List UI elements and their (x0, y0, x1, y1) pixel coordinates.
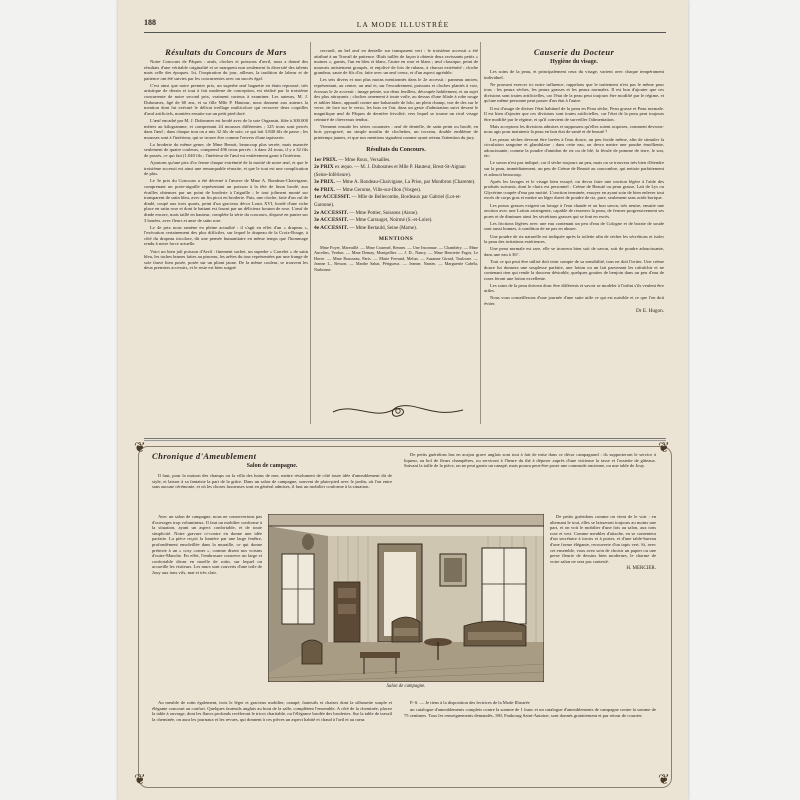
concours-paragraph: Viennent ensuite les séries courantes : œuf de dentelle, de satin peint ou brodé, en bois pyrogravé, un simple moulin de clochettes, un tocseau, double emblème de printemps jaunes, et que nos mentions signalent comme ayant retenu l'attention du jury. (314, 123, 478, 140)
chronique-title: Chronique d'Ameublement (152, 452, 257, 461)
concours-paragraph: cercueil, un bel œuf en dentelle sur transparent vert : le troisième accessit a été attribué à un Travail de patience. Œufs taillés de façon à obtenir deux ravissants petits « moines », garnis, l'un en bleu et blanc, l'autre en rose et blanc ; œuf classique, peint de mauvais artistement groupés, et enjolivé de fois de rubans, à chacun extrémité ; cloche grandeur, saute de fils d'or, faite avec un œuf creux, et d'un aspect agréable. (314, 48, 478, 76)
prize-list (314, 157, 478, 233)
mentions-text: Mme Foyer, Mareuillé. — Mme Courmel, Rennes. — Une Inconnue. — Chambéry. — Mme Ancelins, Verdun. — Mme Demay, Montpellier. — J. D., Nancy. — Mme Henriette Fagot, Le Havre. — Mme Rousseau, Paris. — Marie Ferrand, Melun. — Suzanne Girard, Toulouse. — Jeanne L., Besson. — Marthe Sabat, Périgueux. — Jeanne, Nantes. — Marguerite Cabéla, Narbonne. (314, 245, 478, 272)
concours-column (144, 48, 308, 418)
causerie-paragraph: Tout ce qui peut être utilisé doit tenir compte de sa sensibilité, tous ne doit l'irriter. Une crème douce lui donnera une souplesse parfaite, une lotion ou un lait parvenant les rafraîchir et ne contenant rien qui rende la douceur désirable, quelques gouttes de benjoin dans un peu d'eau de roses feront une lotion excellente. (484, 258, 664, 281)
chronique-signature: H. MERCIER. (626, 565, 656, 571)
chronique-paragraph: Avec un salon de campagne, nous ne conserverions pas d'ouvrages trop volumineux. Il faut un mobilier conforme à la situation, ayant un aspect confortable, et de toute simplicité. Notre gravure ci-contre en donne une idée parfaite. La pièce reçoit la lumière par une large fenêtre, profondément ensoleillée dans la muraille, ce qui donne prétexte à un « cosy corner », comme disent nos voisins d'outre-Manche. En effet, l'embrasure conserve un large et confortable divan en moelle de rotin, sur lequel on accueille les visiteurs. Les murs sont couverts d'une toile de Jouy aux tons vifs, mat et très clair. (152, 514, 262, 575)
chronique-paragraph: Il faut, pour la maison des champs ou la villa des bains de mer, mettre résolument de côté toute idée d'ameublement dit de style, et laisser à sa fantaisie la part de la grâce. Dans un salon de campagne, souvent de plain-pied avec le jardin, où l'on entre sans aucune cérémonie, et où les choses luxueuses sont en général admises, il faut un mobilier conforme à la situation. (152, 473, 392, 490)
magazine-page (118, 0, 688, 800)
chronique-paragraph: Au meuble de rotin également, trois le léger et gracieux mobilier, canapé, fauteuils et chaises dont la silhouette souple et élégante concourt au confort. Quelques fauteuils anglais au bout de la salle, complètent l'ensemble. A côté de la cheminée, placez la table à ouvrage, dont les flancs profonds recèleront le tricot charitable, ou l'élégance brodée des broderies. Sur la table de travail la cheminée, on aura les journaux et les revues, qui donnent à ces pièces un aspect habité et chaud à l'œil et au cœur. (152, 700, 392, 722)
concours-paragraph: C'est ainsi que notre premier prix, un superbe œuf baguette en étain repoussé, très artistique de dessin et tout à fait moderne de conception, est réalisé par la troisième concurrente de notre second prix, vraiment curieux à examiner. Les auteurs, M. J. Dubosmes, âgé de 60 ans, et sa fille Mlle P. Hautour, nous donnent aux auteurs la mention dont fut exécuté le délicat treillage multicolore qui recouvre deux coquilles d'œuf artificiels, montées ensuite sur un petit pied doré. (144, 82, 308, 116)
corner-ornament-icon: ❦ (134, 441, 146, 456)
concours-column-2 (314, 48, 478, 420)
prize-item (314, 179, 478, 187)
prize-item (314, 225, 478, 233)
corner-ornament-icon: ❦ (134, 773, 146, 788)
causerie-paragraph: Les soins de la peau, et principalement ceux du visage, varient avec chaque tempérament individuel. (484, 69, 664, 80)
causerie-paragraph: Le savon n'est pas indiqué, car il sèche toujours un peu, mais on se trouvera très bien d'étendre sur la peau, immédiatement, un peu de Crème de Beauté au concombre, qui nettoie parfaitement et adoucit beaucoup. (484, 160, 664, 177)
causerie-column (484, 48, 664, 420)
causerie-paragraph: Il est d'usage de diviser l'état habituel de la peau en Peau sèche, Peau grasse et Peau normale. Il est bien d'ajouter que ces divisions sont toutes artificielles, car l'état de la peau peut toujours être modifié par le régime, et qu'il convient de surveiller l'alimentation. (484, 105, 664, 122)
prize-winner: — Mme A. Rondeau-Chaivigane, La Prise, par Montbron (Charente). (336, 180, 476, 186)
corner-ornament-icon: ❦ (658, 773, 670, 788)
prize-rank: 2e PRIX (314, 164, 334, 171)
causerie-subtitle: Hygiène du visage. (550, 59, 598, 65)
prize-winner: — Mlle de Bellecombe, Bordeaux par Gabriel (Lot-et-Garonne). (314, 195, 461, 209)
header-rule (144, 32, 666, 33)
salon-illustration (268, 514, 544, 682)
concours-title: Résultats du Concours de Mars (165, 48, 287, 57)
prize-winner: — Mme Carrauget, Noirmé (S.-et-Loire). (349, 218, 433, 224)
concours-paragraph: Les sets divers et non plus moins mentionnés dans le 2e accessit : panneau ancien, représentant, au centre, un œuf et, sur l'encadrement, poissons et cloches plantés à voir, écossus le 2e accessit : image peinte, sur deux feuillets, découpée habilement, et au sujet des plus attrayants ; cloches ornement à toute voile, au dessus d'une filiale à robe rouge et tablier blanc, apparaît contre une balustrade de lolo, un plein champ, vue de des sur le verre, de face sur le verso, les bras en l'air, dans un geste d'admiration suivi devant le magnifique œuf de Pâques de dernière frivolité, vers lequel se tourne un rival visage ceinturé de chevreaux tendus. (314, 77, 478, 122)
causerie-paragraph: Après les lavages et le visage bien essuyé, on devra faire une onction légère à l'aide des produits suivants, dont le choix est personnel : Crème de Beauté ou peau grasse, Lait de Lys ou Glycérine coupée d'eau par moitié. L'onction terminée, essuyer en ayant soin de bien enlever tout excès de corps gras et mettre un léger duvet de poudre de riz, pure, seulement sans acide borique. (484, 178, 664, 201)
chronique-subtitle: Salon de campagne. (246, 463, 298, 469)
prize-rank: 2e ACCESSIT. (314, 209, 349, 216)
prize-rank: 3e ACCESSIT. (314, 217, 349, 224)
causerie-paragraph: Une peau normale est rare, elle se trouvera bien soit de savon, soit de poudre adoucissante, dans une eau à 36°. (484, 246, 664, 257)
causerie-paragraph: Ne pouvant exercer ici notre influence, rappelons que le traitement n'est pas le même pour tous : les peaux sèches, les peaux grasses et les peaux normales. Il est bon d'ajouter que ces divisions sont toutes artificielles, car l'état de la peau peut toujours être modifié par le régime, et qu'une même personne peut passer d'un état à l'autre. (484, 81, 664, 104)
mentions-title: MENTIONS (378, 236, 414, 243)
column-rule (480, 42, 481, 424)
causerie-signature: Dr E. Hugon. (636, 307, 664, 314)
prize-item (314, 194, 478, 209)
prize-rank: 4e PRIX. (314, 186, 335, 193)
concours-paragraph: L'œuf encadré par M. J. Dubosmes est brodé avec de la soie Organsin, filée à 300.000 mètres au kilogramme, et comprenant 24 mousses différentes ; 125 trous sont percés dans l'œuf ; dans chaque trou on a mis 32 fils de soie, ce qui fait 3.840 fils de passe ; les mousses sont à l'intérieur, qui se trouve être comme l'envers d'une tapisserie. (144, 117, 308, 140)
chronique-foot-left (152, 700, 392, 778)
prizes-title: Résultats du Concours. (366, 146, 426, 153)
chronique-foot-right (404, 700, 656, 780)
section-divider (144, 440, 666, 441)
prize-rank: 4e ACCESSIT. (314, 224, 349, 231)
prize-rank: 1er ACCESSIT. (314, 194, 351, 201)
concours-paragraph: Voici un bien joli poisson d'Avril : finement sachet, un superbe « Carrelet » de satin bleu, les taches brunes faites au pinceau, les arêtes du tour représentées par une frange de soie fauve bien posée, posée sur un pliant jaune. De la même couleur, se trouvent les deux premiers accessits, et le reste est bien soigné. (144, 248, 308, 271)
prize-winner: — Mme Gerome, Ville-sur-Illon (Vosges). (336, 187, 422, 193)
causerie-paragraph: Les peaux sèches devront être lavées à l'eau douce, un peu froide même, afin de stimuler la circulation sanguine et glandulaire ; dans cette eau, on devra mettre une poudre émolliente, adoucissante, comme la poudre d'amidon de riz ou de blé, la fécule de pomme de terre, le son, etc. (484, 136, 664, 159)
prize-item (314, 164, 478, 179)
causerie-title: Causerie du Docteur (533, 48, 615, 57)
prize-rank: 3e PRIX. (314, 179, 335, 186)
chronique-intro (152, 452, 392, 512)
running-title: LA MODE ILLUSTRÉE (356, 20, 450, 29)
prize-winner: ex æquo. — M. J. Dubosmes et Mlle P. Hauteur, Brest-St-Aignan (Seine-Inférieure). (314, 165, 466, 178)
causerie-paragraph: Les soins de la peau doivent donc être différents et savoir se modeler à l'infini s'ils veulent être utiles. (484, 282, 664, 294)
prize-item (314, 157, 478, 165)
flourish-ornament (323, 400, 473, 422)
causerie-paragraph: Mais acceptons les divisions admises et supposons qu'elles soient acquises, comment devrons-nous agir pour maintenir la peau en bon état de santé et de beauté ? (484, 123, 664, 135)
prize-item (314, 217, 478, 225)
column-rule (310, 42, 311, 424)
chronique-paragraph: De petits guéridons bas en acajou grave anglais sont tout à fait de mise dans ce décor campagnard : ils supporteront le service à liqueur, au bol de fleurs champêtres, ou serviront à l'heure du thé à déposer auprès d'une visiteuse la tasse et l'assiette de gâteaux. Suivant la taille de la pièce, on ne peut garnir un canapé, mais pourra peut-être poser une commode ancienne, ou une table de Jouy. (404, 452, 656, 469)
page-number: 188 (144, 18, 156, 27)
causerie-paragraph: Les peaux grasses exigent un lavage à l'eau chaude et au bon savon, très neutre, ensuite une onction avec une Lotion astringente, capable de resserrer la peau, de fermer progressivement ses pores et de diminuer ainsi les sécrétions grasses qui se font en excès. (484, 202, 664, 219)
causerie-paragraph: Les frictions légères avec une eau contenant un peu d'eau de Cologne et de borate de soude sont aussi bonnes, à condition de ne pas en abuser. (484, 220, 664, 232)
concours-paragraph: Le 4e prix nous ramène en pleine actualité : il s'agit en effet d'un « drapeau », l'exécution certainement des plus difficiles, sur lequel le drapeau de la Croix-Rouge, à côté du drapeau tricolore, dit une pensée humanitaire en même temps que l'hommage rendu à notre force actuelle. (144, 224, 308, 247)
prize-winner: — Mme Pottier, Soissons (Aisne). (349, 210, 419, 216)
illustration-caption: Salon de campagne. (386, 684, 426, 689)
prize-rank: 1er PRIX. (314, 156, 338, 163)
causerie-paragraph: Nous vous conseillerons d'une journée d'une suite utile ce qui est nuisible et ce que l'on doit éviter. (484, 295, 664, 307)
chronique-ps: P.-S. — Je tiens à la disposition des lectrices de la Mode Illustrée (410, 700, 530, 705)
concours-paragraph: Le 3e prix du Concours a été décerné à l'œuvre de Mme A. Rondeau-Chaivigane, comprenant un porte-aiguille représentant un poisson à la tête de linon brodé, aux écailles obtenues par un point de broderie à l'aiguille ; le tout joliment monté sur transparent de satin bleu, avec un fin picot en broderie. Puis, une cloche, faite d'un cul de dindé, coupé aux trois quarts, peint d'un gracieux décor Louis XVI, bordé d'une riche place en satin rose et dont le battant est fourni par un délicieux bouton de rose. L'œuf de dinde encore, mais taillé en hauteur, complète la série du concours, disposé en panier sur 3 bouées, avec fleurs et anse de satin rose. (144, 178, 308, 223)
chronique-right-top (404, 452, 656, 512)
prize-item (314, 187, 478, 195)
corner-ornament-icon: ❦ (658, 441, 670, 456)
chronique-narrow-right (550, 514, 656, 678)
prize-winner: — Mme Roux, Versailles. (338, 157, 391, 163)
chronique-paragraph: un catalogue d'ameublements complets contre la somme de 1 franc et un catalogue d'ameublements de campagne contre la somme de 75 centimes. Tous les renseignements demandés, 180, Faubourg Saint-Antoine, sont donnés gratuitement et par retour de courrier. (404, 707, 656, 718)
prize-winner: — Mme Bertauld, Seine (Marne). (349, 225, 418, 231)
concours-paragraph: Ajoutons qu'une prix d'or ferme chaque extrémité de la moitié de notre œuf, et que le troisième accessit est ainsi une remarquable réussite, et que le tout est une complication de plus. (144, 160, 308, 177)
prize-item (314, 210, 478, 218)
chronique-paragraph: De petits guéridons comme on vient de le voir : en alternant le tout, elles se laisseront toujours au moins une part, et on voit le mobilier d'une fois au salon, aux tons rose et vert. Comme meubles d'attache, en se contentera d'un secrétaire à tiroirs et à porter, et d'une table-bureau d'une forme élégante, recouverte d'un tapis vert. Si, avec cet ensemble, vous avez soin de choisir un papier ou une perse fleurie de dessins bien modernes, le charme de votre salon ne sera pas contesté. (550, 514, 656, 564)
concours-paragraph: Notre Concours de Pâques : œufs, cloches et poissons d'avril, nous a donné des résultats d'une véritable originalité et se marquent non seulement la diversité des talents mais celle des époques. Ici, l'inspiration du jour, ailleurs, la tradition de labeur et de patience ont été suivies par les concurrentes avec un succès égal. (144, 59, 308, 81)
causerie-paragraph: Une poudre de riz naturelle est indiquée après la toilette afin de sécher les sécrétions et isoler la peau des irritations extérieures. (484, 233, 664, 245)
section-divider (144, 438, 666, 439)
concours-paragraph: La broderie du même genre, de Mme Benoit, beaucoup plus serrée, mais nuancée seulement de quatre couleurs, comprend 496 trous percés : à dans 24 trous, il y a 32 fils de passés, ce qui fait (1.040 fils ; l'intérieur de l'œuf est entièrement garni à l'intérieur. (144, 141, 308, 158)
